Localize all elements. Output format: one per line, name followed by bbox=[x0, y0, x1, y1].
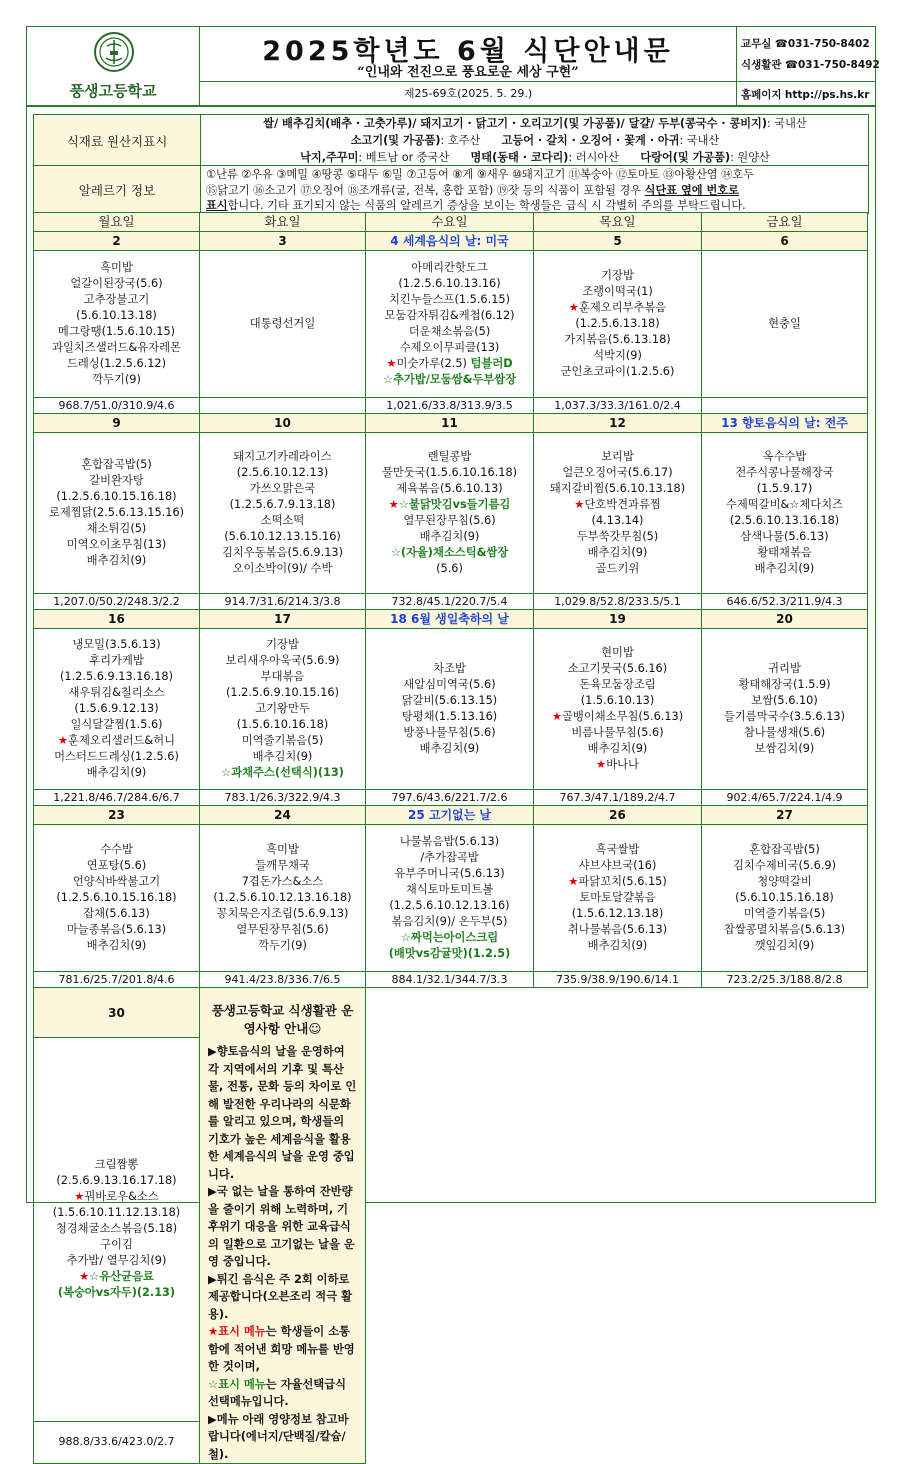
nutrition-row-week2 bbox=[34, 594, 868, 610]
weekday-wed: 수요일 bbox=[366, 213, 534, 232]
nutrition-cell: 941.4/23.8/336.7/6.5 bbox=[200, 972, 366, 988]
date-cell: 23 bbox=[34, 806, 200, 825]
menu-item: 미역줄기볶음(5) bbox=[241, 734, 324, 747]
school-logo bbox=[27, 27, 200, 105]
menu-item: ★미숫가루(2.5) 텀블러D bbox=[386, 357, 513, 370]
menu-item: 돼지고기카레라이스 bbox=[233, 450, 332, 463]
menu-item: (1.5.6.9.12.13) bbox=[74, 702, 159, 715]
date-cell: 17 bbox=[200, 610, 366, 629]
menu-item: 귀리밥 bbox=[768, 662, 801, 675]
menu-item: ☆추가밥/모둠쌈&두부쌈장 bbox=[382, 373, 517, 386]
menu-item: 열무된장무침(5.6) bbox=[403, 514, 496, 527]
menu-cell bbox=[34, 629, 200, 790]
date-cell: 11 bbox=[366, 414, 534, 433]
menu-item: 구이김 bbox=[100, 1238, 133, 1252]
header bbox=[26, 26, 880, 107]
menu-item: 후리가케밥 bbox=[89, 654, 144, 667]
origin-text: 쌀/ 배추김치(배추 · 고춧가루)/ 돼지고기 · 닭고기 · 오리고기(및 가공품)/ 달걀/ 두부(콩국수 · 콩비지): 국내산 소고기(및 가공품): 호주산 고등어 · 갈치 · 오징어 · 꽃게 · 아귀: 국내산 낙지,주꾸미: 베트남 or 중국산 명태(동태 · 코다리): 러시아산 다랑어(및 가공품): 원양산 bbox=[263, 117, 807, 164]
menu-item: ★파닭꼬치(5.6.15) bbox=[568, 875, 667, 888]
menu-item: 언양식바싹불고기 bbox=[72, 875, 161, 888]
date-cell: 24 bbox=[200, 806, 366, 825]
menu-item: (1.2.5.6.10.15.16.18) bbox=[56, 891, 177, 904]
menu-cell bbox=[34, 1038, 200, 1421]
menu-item: 찹쌀콩멸치볶음(5.6.13) bbox=[723, 923, 846, 936]
menu-item: 취나물볶음(5.6.13) bbox=[567, 923, 668, 936]
issue-number: 제25-69호(2025. 5. 29.) bbox=[200, 81, 736, 106]
menu-item: 배추김치(9) bbox=[419, 742, 480, 755]
menu-item: 샤브샤브국(16) bbox=[578, 859, 657, 872]
menu-cell bbox=[534, 629, 702, 790]
menu-item: ★바나나 bbox=[596, 758, 639, 771]
menu-item: (1.2.5.6.7.9.13.18) bbox=[229, 498, 336, 511]
nutrition-cell: 781.6/25.7/201.8/4.6 bbox=[34, 972, 200, 988]
menu-item: ★☆유산균음료 bbox=[79, 1270, 154, 1284]
menu-item: 제육볶음(5.6.10.13) bbox=[396, 482, 503, 495]
menu-item: 배추김치(9) bbox=[587, 742, 648, 755]
date-cell: 5 bbox=[534, 232, 702, 251]
menu-cell bbox=[34, 251, 200, 398]
date-cell: 30 bbox=[34, 988, 200, 1038]
menu-item: (5.6.10.12.13.15.16) bbox=[224, 530, 341, 543]
menu-item: 갈비완자탕 bbox=[89, 474, 144, 487]
menu-cell bbox=[702, 251, 868, 398]
menu-item: 마늘종볶음(5.6.13) bbox=[66, 923, 167, 936]
date-cell: 16 bbox=[34, 610, 200, 629]
menu-item: ☆(자율)채소스틱&쌈장 bbox=[390, 546, 509, 559]
menu-cell bbox=[200, 825, 366, 972]
menu-cell bbox=[200, 251, 366, 398]
menu-item: (1.5.6.10.11.12.13.18) bbox=[52, 1206, 181, 1220]
menu-cell bbox=[534, 251, 702, 398]
menu-item: 채소튀김(5) bbox=[86, 522, 147, 535]
menu-item: 채식토마토미트볼 bbox=[405, 883, 494, 896]
menu-item: (1.5.6.10.13) bbox=[580, 694, 655, 707]
date-row-week2 bbox=[34, 414, 868, 433]
menu-item: 황태해장국(1.5.9) bbox=[738, 678, 831, 691]
menu-item: 소고기뭇국(5.6.16) bbox=[567, 662, 668, 675]
menu-item: (5.6.10.13.18) bbox=[76, 309, 157, 322]
nutrition-cell bbox=[200, 398, 366, 414]
menu-item: 배추김치(9) bbox=[419, 530, 480, 543]
menu-item: /추가잡곡밥 bbox=[420, 851, 479, 864]
menu-item: 들기름막국수(3.5.6.13) bbox=[723, 710, 845, 723]
menu-item: 아메리칸핫도그 bbox=[411, 261, 488, 274]
menu-item: 열무된장무침(5.6) bbox=[236, 923, 329, 936]
menu-cell bbox=[702, 433, 868, 594]
menu-row-week2 bbox=[34, 433, 868, 594]
menu-item: 배추김치(9) bbox=[86, 766, 147, 779]
date-cell: 27 bbox=[702, 806, 868, 825]
menu-item: 보리밥 bbox=[601, 450, 634, 463]
contact-office: 교무실 ☎031-750-8402 bbox=[741, 38, 870, 50]
menu-item: ☆과채주스(선택식)(13) bbox=[221, 766, 344, 779]
menu-item: (4.13.14) bbox=[591, 514, 644, 527]
menu-item: ★훈제오리샐러드&허니 bbox=[57, 734, 176, 747]
menu-item: 깍두기(9) bbox=[92, 373, 141, 386]
menu-item: 두부쑥갓무침(5) bbox=[576, 530, 659, 543]
contact-block bbox=[737, 27, 880, 105]
menu-item: 돼지갈비찜(5.6.10.13.18) bbox=[549, 482, 686, 495]
menu-item: (5.6.10.15.16.18) bbox=[735, 891, 834, 904]
date-cell: 19 bbox=[534, 610, 702, 629]
menu-row-week5 bbox=[34, 1038, 868, 1421]
menu-item: 탕평채(1.5.13.16) bbox=[401, 710, 498, 723]
nutrition-cell: 902.4/65.7/224.1/4.9 bbox=[702, 790, 868, 806]
date-cell: 9 bbox=[34, 414, 200, 433]
menu-item: 청양떡갈비 bbox=[757, 875, 812, 888]
menu-item: 배추김치(9) bbox=[86, 939, 147, 952]
menu-item: 나물볶음밥(5.6.13) bbox=[399, 835, 500, 848]
menu-cell bbox=[366, 629, 534, 790]
menu-item: 7겹돈가스&소스 bbox=[241, 875, 324, 888]
menu-item: 토마토달걀볶음 bbox=[579, 891, 656, 904]
menu-item: (1.2.5.6.10.12.13.16.18) bbox=[213, 891, 352, 904]
menu-item: 잡채(5.6.13) bbox=[83, 907, 150, 920]
date-row-week4 bbox=[34, 806, 868, 825]
nutrition-cell: 1,029.8/52.8/233.5/5.1 bbox=[534, 594, 702, 610]
menu-item: 유부주머니국(5.6.13) bbox=[394, 867, 505, 880]
menu-item: 전주식콩나물해장국 bbox=[735, 466, 834, 479]
menu-item: 수제오이무피클(13) bbox=[399, 341, 500, 354]
date-cell: 4 세계음식의 날: 미국 bbox=[366, 232, 534, 251]
menu-item: 배추김치(9) bbox=[252, 750, 313, 763]
menu-item: (배맛vs감귤맛)(1.2.5) bbox=[388, 947, 511, 960]
allergy-label: 알레르기 정보 bbox=[34, 166, 201, 213]
menu-item: 혼합잡곡밥(5) bbox=[749, 843, 820, 856]
date-cell: 2 bbox=[34, 232, 200, 251]
menu-cell bbox=[702, 629, 868, 790]
menu-item: 수수밥 bbox=[100, 843, 133, 856]
nutrition-cell: 646.6/52.3/211.9/4.3 bbox=[702, 594, 868, 610]
menu-item: 보쌈(5.6.10) bbox=[751, 694, 818, 707]
menu-item: 얼갈이된장국(5.6) bbox=[70, 277, 163, 290]
menu-item: 김치우동볶음(5.6.9.13) bbox=[221, 546, 343, 559]
date-cell: 18 6월 생일축하의 날 bbox=[366, 610, 534, 629]
menu-item: 혼합잡곡밥(5) bbox=[81, 458, 152, 471]
notice-p5: ☆표시 메뉴는 자율선택급식 선택메뉴입니다. bbox=[208, 1377, 347, 1408]
notice-p6: ▶메뉴 아래 영양정보 참고바랍니다(에너지/단백질/칼슘/철). bbox=[208, 1412, 349, 1461]
menu-item: 기장밥 bbox=[601, 269, 634, 282]
menu-item: 새우튀김&칠리소스 bbox=[68, 686, 165, 699]
menu-cell bbox=[366, 251, 534, 398]
menu-item: 현충일 bbox=[768, 317, 801, 330]
menu-cell bbox=[34, 433, 200, 594]
menu-cell bbox=[366, 433, 534, 594]
menu-item: 보쌈김치(9) bbox=[754, 742, 815, 755]
date-cell: 25 고기없는 날 bbox=[366, 806, 534, 825]
nutrition-cell: 783.1/26.3/322.9/4.3 bbox=[200, 790, 366, 806]
menu-item: 김치수제비국(5.6.9) bbox=[732, 859, 837, 872]
nutrition-cell: 968.7/51.0/310.9/4.6 bbox=[34, 398, 200, 414]
weekday-mon: 월요일 bbox=[34, 213, 200, 232]
menu-item: 고기왕만두 bbox=[255, 702, 310, 715]
page-title: 2025학년도 6월 식단안내문 bbox=[262, 36, 674, 67]
menu-item: (1.2.5.6.10.15.16.18) bbox=[56, 490, 177, 503]
meal-table bbox=[33, 212, 868, 1464]
menu-item: 삼색나물(5.6.13) bbox=[740, 530, 829, 543]
menu-item: 돈육모둠장조림 bbox=[579, 678, 656, 691]
menu-item: 흑국쌀밥 bbox=[595, 843, 640, 856]
nutrition-cell: 988.8/33.6/423.0/2.7 bbox=[34, 1421, 200, 1463]
weekday-fri: 금요일 bbox=[702, 213, 868, 232]
menu-item: 오이소박이(9)/ 수박 bbox=[232, 562, 333, 575]
nutrition-cell: 735.9/38.9/190.6/14.1 bbox=[534, 972, 702, 988]
menu-item: 가쓰오맑은국 bbox=[249, 482, 316, 495]
date-cell: 20 bbox=[702, 610, 868, 629]
nutrition-cell: 884.1/32.1/344.7/3.3 bbox=[366, 972, 534, 988]
menu-item: 물만둣국(1.5.6.10.16.18) bbox=[381, 466, 518, 479]
allergy-row bbox=[33, 165, 869, 214]
date-cell: 3 bbox=[200, 232, 366, 251]
menu-item: (1.2.5.6.9.10.15.16) bbox=[225, 686, 339, 699]
menu-item: 새알심미역국(5.6) bbox=[403, 678, 496, 691]
menu-row-week4 bbox=[34, 825, 868, 972]
origin-row bbox=[33, 114, 869, 168]
notice-p3: ▶튀긴 음식은 주 2회 이하로 제공합니다(오븐조리 적극 활용). bbox=[208, 1272, 352, 1321]
menu-row-week1 bbox=[34, 251, 868, 398]
menu-item: 렌틸콩밥 bbox=[427, 450, 472, 463]
menu-item: 참나물생채(5.6) bbox=[743, 726, 826, 739]
title-block bbox=[200, 27, 737, 105]
nutrition-row-week1 bbox=[34, 398, 868, 414]
weekday-tue: 화요일 bbox=[200, 213, 366, 232]
nutrition-cell: 1,207.0/50.2/248.3/2.2 bbox=[34, 594, 200, 610]
menu-item: 차조밥 bbox=[433, 662, 466, 675]
menu-item: ★골뱅이채소무침(5.6.13) bbox=[551, 710, 684, 723]
menu-item: 가지볶음(5.6.13.18) bbox=[564, 333, 671, 346]
menu-item: (복숭아vs자두)(2.13) bbox=[57, 1286, 176, 1300]
date-cell: 10 bbox=[200, 414, 366, 433]
menu-cell bbox=[702, 825, 868, 972]
menu-item: (1.2.5.6.13.18) bbox=[575, 317, 660, 330]
menu-item: 수제떡갈비&☆체다치즈 bbox=[725, 498, 844, 511]
menu-item: 흑미밥 bbox=[100, 261, 133, 274]
nutrition-cell: 1,037.3/33.3/161.0/2.4 bbox=[534, 398, 702, 414]
menu-item: 모둠감자튀김&케첩(6.12) bbox=[384, 309, 515, 322]
menu-item: 과일치즈샐러드&유자레몬 bbox=[52, 341, 181, 354]
menu-item: (2.5.6.9.13.16.17.18) bbox=[56, 1174, 177, 1188]
nutrition-cell: 767.3/47.1/189.2/4.7 bbox=[534, 790, 702, 806]
menu-item: 볶음김치(9)/ 온두부(5) bbox=[391, 915, 508, 928]
menu-item: (1.5.9.17) bbox=[756, 482, 813, 495]
menu-item: 일식달걀찜(1.5.6) bbox=[70, 718, 163, 731]
menu-item: (5.6) bbox=[436, 562, 463, 575]
menu-cell bbox=[366, 825, 534, 972]
slogan: “인내와 전진으로 풍요로운 세상 구현” bbox=[357, 65, 579, 80]
notice-p2: ▶국 없는 날을 통하여 잔반량을 줄이기 위해 노력하며, 기후위기 대응을 위한 교육급식의 일환으로 고기없는 날을 운영 중입니다. bbox=[208, 1185, 355, 1268]
notice-p1: ▶향토음식의 날을 운영하여 각 지역에서의 기후 및 특산물, 전통, 문화 등의 차이로 인해 발전한 우리나라의 식문화를 알리고 있으며, 학생들의 기호가 높은 세계음식을 활용한 세계음식의 날을 운영 중입니다. bbox=[208, 1045, 357, 1181]
weekday-header-row bbox=[34, 213, 868, 232]
menu-item: 군인초코파이(1.2.5.6) bbox=[560, 365, 675, 378]
menu-item: 닭갈비(5.6.13.15) bbox=[401, 694, 498, 707]
menu-item: 흑미밥 bbox=[266, 843, 299, 856]
menu-item: 미역줄기볶음(5) bbox=[743, 907, 826, 920]
menu-item: 고추장불고기 bbox=[83, 293, 150, 306]
menu-item: 깻잎김치(9) bbox=[754, 939, 815, 952]
menu-item: ★단호박견과류찜 bbox=[574, 498, 661, 511]
nutrition-cell: 1,221.8/46.7/284.6/6.7 bbox=[34, 790, 200, 806]
menu-cell bbox=[534, 825, 702, 972]
origin-label: 식재료 원산지표시 bbox=[34, 115, 201, 167]
menu-item: 비름나물무침(5.6) bbox=[571, 726, 664, 739]
menu-item: 대통령선거일 bbox=[249, 317, 316, 330]
menu-item: 머스터드드레싱(1.2.5.6) bbox=[54, 750, 179, 763]
menu-item: 황태채볶음 bbox=[757, 546, 812, 559]
menu-item: 기장밥 bbox=[266, 638, 299, 651]
menu-item: 배추김치(9) bbox=[587, 939, 648, 952]
contact-homepage[interactable]: 홈페이지 http://ps.hs.kr bbox=[741, 89, 870, 101]
menu-cell bbox=[34, 825, 200, 972]
school-emblem-icon bbox=[93, 31, 135, 73]
menu-cell bbox=[200, 433, 366, 594]
menu-item: 미역오이초무침(13) bbox=[66, 538, 167, 551]
school-name: 풍생고등학교 bbox=[69, 82, 157, 100]
menu-row-week3 bbox=[34, 629, 868, 790]
menu-item: 연포탕(5.6) bbox=[86, 859, 147, 872]
menu-item: 방풍나물무침(5.6) bbox=[403, 726, 496, 739]
date-cell: 13 향토음식의 날: 전주 bbox=[702, 414, 868, 433]
allergy-text: ①난류 ②우유 ③메밀 ④땅콩 ⑤대두 ⑥밀 ⑦고등어 ⑧게 ⑨새우 ⑩돼지고기 ⑪복숭아 ⑫토마토 ⑬아황산염 ⑭호두 ⑮닭고기 ⑯소고기 ⑰오징어 ⑱조개류(굴, 전복, 홍합 포함) ⑲잣 등의 식품이 포함될 경우 식단표 옆에 번호로 표시합니다. 기타 표기되지 않는 식품의 알레르기 증상을 보이는 학생들은 급식 시 각별히 주의를 부탁드립니다. bbox=[206, 168, 754, 212]
menu-item: 배추김치(9) bbox=[754, 562, 815, 575]
menu-item: (2.5.6.10.12.13) bbox=[236, 466, 329, 479]
menu-item: ☆짜먹는아이스크림 bbox=[400, 931, 499, 944]
menu-item: 메그랑땡(1.5.6.10.15) bbox=[57, 325, 176, 338]
menu-item: 냉모밀(3.5.6.13) bbox=[72, 638, 161, 651]
menu-item: 석박지(9) bbox=[593, 349, 642, 362]
contact-cafeteria: 식생활관 ☎031-750-8492 bbox=[741, 59, 880, 71]
nutrition-cell: 732.8/45.1/220.7/5.4 bbox=[366, 594, 534, 610]
menu-item: (1.2.5.6.10.12.13.16) bbox=[389, 899, 510, 912]
menu-item: 현미밥 bbox=[601, 646, 634, 659]
menu-item: 조랭이떡국(1) bbox=[582, 285, 653, 298]
menu-item: 치킨누들스프(1.5.6.15) bbox=[388, 293, 510, 306]
menu-item: (1.2.5.6.10.13.16) bbox=[398, 277, 501, 290]
nutrition-row-week5 bbox=[34, 1421, 868, 1463]
menu-cell bbox=[534, 433, 702, 594]
menu-item: 배추김치(9) bbox=[86, 554, 147, 567]
nutrition-row-week3 bbox=[34, 790, 868, 806]
menu-item: ★꿔바로우&소스 bbox=[74, 1190, 159, 1204]
nutrition-cell: 914.7/31.6/214.3/3.8 bbox=[200, 594, 366, 610]
menu-item: 크림짬뽕 bbox=[94, 1158, 139, 1172]
menu-item: 로제찜닭(2.5.6.13.15.16) bbox=[48, 506, 185, 519]
menu-item: 얼큰오징어국(5.6.17) bbox=[562, 466, 673, 479]
notice-p4: ★표시 메뉴는 학생들이 소통함에 적어낸 희망 메뉴를 반영한 것이며, bbox=[208, 1325, 355, 1373]
menu-item: (1.2.5.6.9.13.16.18) bbox=[59, 670, 173, 683]
nutrition-cell: 723.2/25.3/188.8/2.8 bbox=[702, 972, 868, 988]
menu-item: ★☆불닭맛김vs들기름김 bbox=[388, 498, 511, 511]
contact-divider bbox=[737, 81, 875, 82]
date-row-week3 bbox=[34, 610, 868, 629]
menu-item: 옥수수밥 bbox=[762, 450, 807, 463]
menu-item: (1.5.6.12.13.18) bbox=[571, 907, 664, 920]
menu-item: 소떡소떡 bbox=[260, 514, 305, 527]
menu-cell bbox=[200, 629, 366, 790]
menu-item: 꽁치묵은지조림(5.6.9.13) bbox=[216, 907, 349, 920]
notice-title: 풍생고등학교 식생활관 운영사항 안내☺ bbox=[211, 1003, 354, 1036]
menu-item: 드레싱(1.2.5.6.12) bbox=[66, 357, 167, 370]
date-cell: 26 bbox=[534, 806, 702, 825]
date-cell: 6 bbox=[702, 232, 868, 251]
menu-item: 깍두기(9) bbox=[258, 939, 307, 952]
menu-item: 청경채굴소스볶음(5.18) bbox=[55, 1222, 178, 1236]
operation-notice bbox=[200, 988, 366, 1464]
menu-item: (1.5.6.10.16.18) bbox=[236, 718, 329, 731]
menu-item: 들깨무채국 bbox=[255, 859, 310, 872]
nutrition-cell bbox=[702, 398, 868, 414]
nutrition-cell: 1,021.6/33.8/313.9/3.5 bbox=[366, 398, 534, 414]
menu-item: 배추김치(9) bbox=[587, 546, 648, 559]
weekday-thu: 목요일 bbox=[534, 213, 702, 232]
menu-item: 추가밥/ 열무김치(9) bbox=[66, 1254, 167, 1268]
date-row-week1 bbox=[34, 232, 868, 251]
menu-item: 더운채소볶음(5) bbox=[408, 325, 491, 338]
menu-item: 보리새우아욱국(5.6.9) bbox=[225, 654, 340, 667]
date-row-week5 bbox=[34, 988, 868, 1038]
menu-item: ★훈제오리부추볶음 bbox=[568, 301, 667, 314]
menu-item: 부대볶음 bbox=[260, 670, 305, 683]
nutrition-row-week4 bbox=[34, 972, 868, 988]
nutrition-cell: 797.6/43.6/221.7/2.6 bbox=[366, 790, 534, 806]
date-cell: 12 bbox=[534, 414, 702, 433]
menu-item: 골드키위 bbox=[595, 562, 640, 575]
menu-item: (2.5.6.10.13.16.18) bbox=[729, 514, 840, 527]
